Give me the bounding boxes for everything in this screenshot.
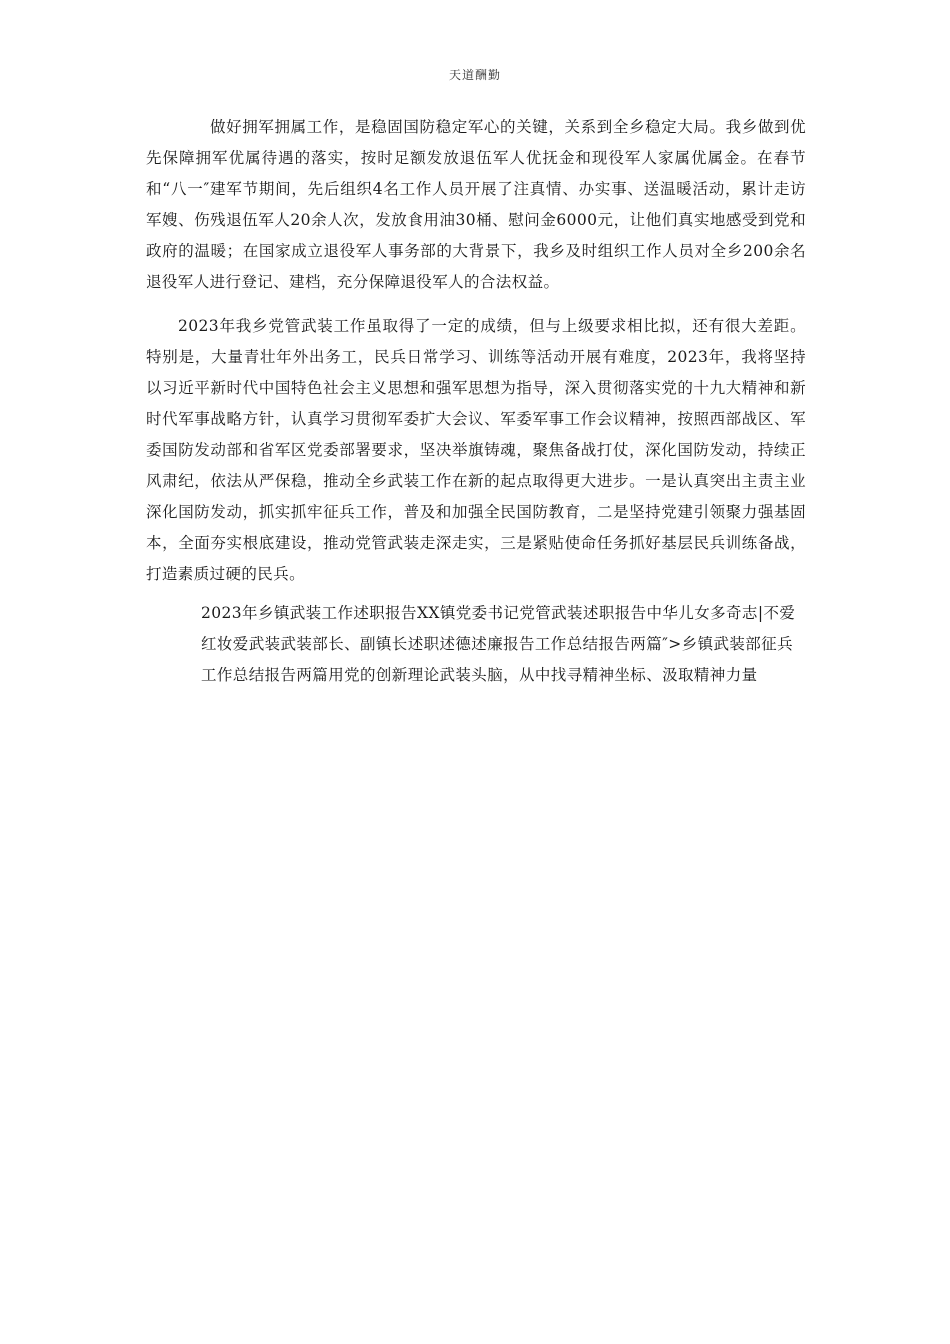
related-reports-text: 2023年乡镇武装工作述职报告XX镇党委书记党管武装述职报告中华儿女多奇志|不爱红妆爱武装武装部长、副镇长述职述德述廉报告工作总结报告两篇″>乡镇武装部征兵工作总结报告两篇用党的创新理论武装头脑，从中找寻精神坐标、汲取精神力量: [201, 604, 796, 684]
paragraph-support-military: 做好拥军拥属工作，是稳固国防稳定军心的关键，关系到全乡稳定大局。我乡做到优先保障拥军优属待遇的落实，按时足额发放退伍军人优抚金和现役军人家属优属金。在春节和“八一″建军节期间，先后组织4名工作人员开展了注真情、办实事、送温暖活动，累计走访军嫂、伤残退伍军人20余人次，发放食用油30桶、慰问金6000元，让他们真实地感受到党和政府的温暖；在国家成立退役军人事务部的大背景下，我乡及时组织工作人员对全乡200余名退役军人进行登记、建档，充分保障退役军人的合法权益。: [146, 118, 806, 291]
paragraph-work-plan: 2023年我乡党管武装工作虽取得了一定的成绩，但与上级要求相比拟，还有很大差距。特别是，大量青壮年外出务工，民兵日常学习、训练等活动开展有难度，2023年，我将坚持以习近平新时代中国特色社会主义思想和强军思想为指导，深入贯彻落实党的十九大精神和新时代军事战略方针，认真学习贯彻军委扩大会议、军委军事工作会议精神，按照西部战区、军委国防发动部和省军区党委部署要求，坚决举旗铸魂，聚焦备战打仗，深化国防发动，持续正风肃纪，依法从严保稳，推动全乡武装工作在新的起点取得更大进步。一是认真突出主责主业深化国防发动，抓实抓牢征兵工作，普及和加强全民国防教育，二是坚持党建引领聚力强基固本，全面夯实根底建设，推动党管武装走深走实，三是紧贴使命任务抓好基层民兵训练备战，打造素质过硬的民兵。: [146, 317, 806, 583]
page-header: 天道酬勤: [448, 68, 501, 82]
